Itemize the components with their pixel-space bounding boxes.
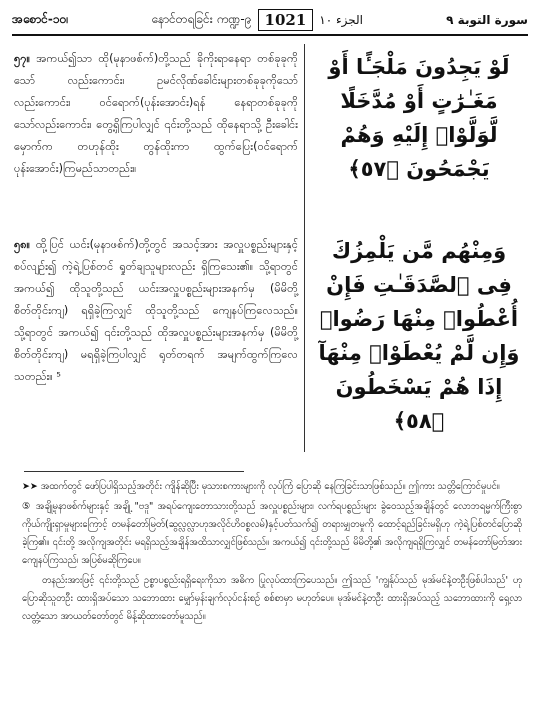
footnote-3: တနည်းအားဖြင့် ၎င်းတို့သည် ဥစ္စာပစ္စည်းရရှိရေးကိုသာ အဓိက ပြုလုပ်ထားကြပေသည်။ ဤသည် 'ကျွန်ုပ်သည် မုအ်မင်နဲ့တဦးဖြစ်ပါသည်' ဟု ပြောဆိုသူတဦး ထားရှိအပ်သော သဘောထား မျှော်မှန်းချက်လုပ်ငန်းစဉ် စစ်စာမှာ မဟုတ်ပေ။ မုအ်မင်နဲ့တဦး ထားရှိအပ်သည့် သဘောထားကို ရှေ့လာလတ္တံ့သော အာယတ်တော်တွင် မိန့်ဆိုထားတော်မူသည်။ xyxy=(22,575,522,622)
juz-label: الجزء ١٠ xyxy=(319,13,363,27)
verse-58-translation xyxy=(14,234,298,388)
page-number: 1021 xyxy=(258,9,314,31)
header-left-text: အစောင်-၁၀၊ xyxy=(12,12,69,26)
surah-label: سورة التوبة ٩ xyxy=(446,13,528,27)
verse-58-arabic: وَمِنْهُم مَّن يَلْمِزُكَ فِى ٱلصَّدَقَـٰتِ فَإِنْ أُعْطُوا۟ مِنْهَا رَضُوا۟ وَإِن لَّمْ يُعْطَوْا۟ مِنْهَآ إِذَا هُمْ يَسْخَطُونَ ﴿٥٨﴾ xyxy=(318,239,520,433)
verse-57-translation xyxy=(14,48,298,180)
footnotes xyxy=(22,478,522,628)
verse-number: ၅၇။ xyxy=(14,52,30,65)
header-center xyxy=(151,6,363,34)
footnote-mark: ⁵ xyxy=(56,370,61,383)
verse-number: ၅၈။ xyxy=(14,238,31,251)
page-header xyxy=(12,6,528,36)
verse-57-arabic: لَوْ يَجِدُونَ مَلْجَـًٔا أَوْ مَغَـٰرَٰتٍ أَوْ مُدَّخَلًا لَّوَلَّوْا۟ إِلَيْهِ وَهُمْ يَجْمَحُونَ ﴿٥٧﴾ xyxy=(328,55,510,181)
verse-text: အကယ်၍သာ ထို(မုနာဖစ်က်)တို့သည် ခိုကိုးရာနေရာ တစ်ခုခုကိုသော် လည်းကောင်း၊ ဥမင်လိုဏ်ခေါင်းများတစ်ခုခုကိုသော် လည်းကောင်း၊ ဝင်ရောက်(ပုန်းအောင်း)ရန် နေရာတစ်ခုခုကိုသော်လည်းကောင်း၊ တွေ့ရှိကြပါလျှင် ၎င်းတို့သည် ထိုနေရာသို့ ဦးခေါင်းမှောက်က တဟုန်ထိုး တွန်ထိုးကာ ထွက်ပြေး(ဝင်ရောက် ပုန်းအောင်း)ကြမည်သာတည်း။ xyxy=(14,52,298,175)
header-center-text: နောင်တရခြင်း ကဏ္ဍ-၉ xyxy=(151,12,252,26)
footnote-2: ⑤ အချို့မုနာဖစ်က်များနှင့် အချို့ "ဗဒူ" အရပ်ကျေးတောသားတို့သည် အလှူပစ္စည်းများ၊ လက်ရပစ္စည်းများ ခွဲဝေသည့်အချိန်တွင် လောဘရမ္မက်ကြီးစွာ ကိုယ်ကျိုးရှာမှုများကြောင့် တမန်တော်မြတ်(ဆွလ္လလ္လာဟုအလိုင်ဟိဝစ္စလမ်)နှင့်ပတ်သက်၍ တရားမျှတမှုကို ထောင့်ရည်ခြင်းမရှိဟု ကဲ့ရဲ့ပြစ်တင်ပြောဆိုခဲ့ကြ၏။ ၎င်းတို့ အလိုကျအတိုင်း မရရှိသည့်အချိန်အထိသာလျှင်ဖြစ်သည်။ အကယ်၍ ၎င်းတို့သည် မိမိတို့၏ အလိုကျရရှိကြလျှင် တမန်တော်မြတ်အား ကျေနပ်ကြသည်၊ အပြစ်မဆိုကြပေ။ xyxy=(22,501,522,566)
column-divider xyxy=(304,44,305,452)
footnote-1: ➤➤ အထက်တွင် ဖော်ပြပါရှိသည့်အတိုင်း ကျိန်ဆိုပြီး မုသားစကားများကို လုပ်ကြံ ပြောဆို နေကြခြင်းသာဖြစ်သည်။ ဤကား သတ္တိကြောင်မှုပင်။ xyxy=(22,481,500,492)
verse-text: ထို့ပြင် ယင်း(မုနာဖစ်က်)တို့တွင် အသင့်အား အလှူပစ္စည်းများနှင့်စပ်လျဉ်း၍ ကဲ့ရဲ့ပြစ်တင် ရှုတ်ချသူများလည်း ရှိကြသေး၏။ သို့ရာတွင် အကယ်၍ ထိုသူတို့သည် ယင်းအလှူပစ္စည်းများအနက်မှ (မိမိတို့စိတ်တိုင်းကျ) ရရှိခဲ့ကြလျှင် ထိုသူတို့သည် ကျေနပ်ကြလေသည်။ သို့ရာတွင် အကယ်၍ ၎င်းတို့သည် ထိုအလှူပစ္စည်းများအနက်မှ (မိမိတို့ စိတ်တိုင်းကျ) မရရှိခဲ့ကြပါလျှင် ရုတ်တရက် အမျက်ထွက်ကြလေသတည်း။ xyxy=(14,238,299,383)
footnote-separator xyxy=(24,471,244,472)
